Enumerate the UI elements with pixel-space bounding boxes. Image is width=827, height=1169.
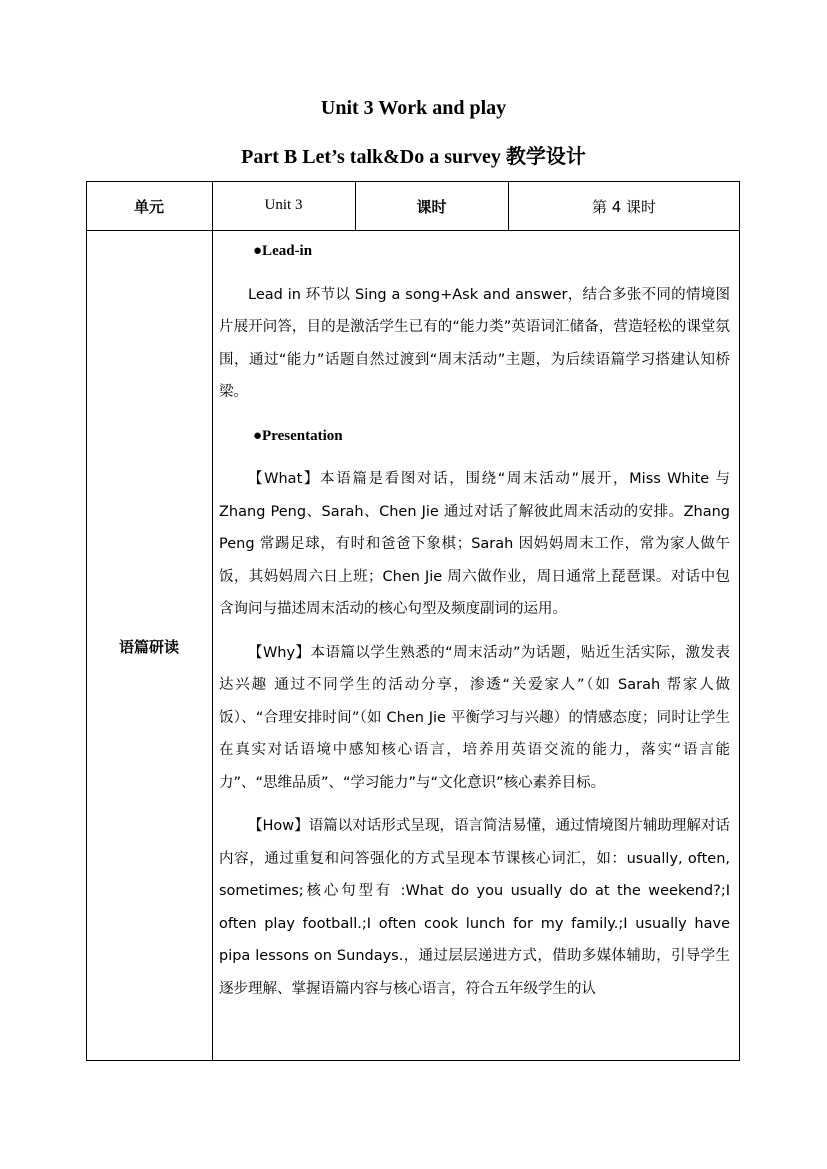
table-column-divider bbox=[212, 181, 213, 1061]
period-value: 第 4 课时 bbox=[591, 198, 657, 216]
period-label: 课时 bbox=[416, 198, 447, 216]
leadin-heading: ●Lead-in bbox=[253, 243, 313, 259]
document-title: Unit 3 Work and play bbox=[320, 97, 507, 119]
presentation-heading: ●Presentation bbox=[253, 427, 343, 444]
table-row-divider bbox=[86, 230, 740, 231]
unit-label: 单元 bbox=[133, 198, 164, 216]
what-paragraph: 【What】本语篇是看图对话，围绕“周末活动”展开，Miss White 与 Zhang Peng、Sarah、Chen Jie 通过对话了解彼此周末活动的安排。Zhang Peng 常踢足球，有时和爸爸下象棋；Sarah 因妈妈周末工作，常为家人做午饭，其妈妈周六日上班；Chen Jie 周六做作业，周日通常上琵琶课。对话中包含询问与描述周末活动的核心句型及频度副词的运用。 bbox=[219, 471, 730, 617]
row-label-text-study: 语篇研读 bbox=[118, 638, 179, 656]
why-paragraph: 【Why】本语篇以学生熟悉的“周末活动”为话题，贴近生活实际，激发表达兴趣 通过不同学生的活动分享，渗透“关爱家人”（如 Sarah 帮家人做饭）、“合理安排时间”（如 Chen Jie 平衡学习与兴趣）的情感态度；同时让学生在真实对话语境中感知核心语言，培养用英语交流的能力，落实“语言能力”、“思维品质”、“学习能力”与“文化意识”核心素养目标。 bbox=[219, 644, 730, 791]
unit-value: Unit 3 bbox=[264, 197, 303, 213]
how-paragraph: 【How】语篇以对话形式呈现，语言简洁易懂，通过情境图片辅助理解对话内容，通过重复和问答强化的方式呈现本节课核心词汇，如：usually, often, sometimes;核心句型有 :What do you usually do at the weekend?;I often play football.;I often cook lunch for my family.;I usually have pipa lessons on Sundays.，通过层层递进方式，借助多媒体辅助，引导学生逐步理解、掌握语篇内容与核心语言，符合五年级学生的认 bbox=[219, 818, 730, 997]
document-subtitle: Part B Let’s talk&Do a survey 教学设计 bbox=[241, 146, 586, 168]
leadin-paragraph: Lead in 环节以 Sing a song+Ask and answer，结合多张不同的情境图片展开问答，目的是激活学生已有的“能力类”英语词汇储备，营造轻松的课堂氛围，通过“能力”话题自然过渡到“周末活动”主题，为后续语篇学习搭建认知桥梁。 bbox=[219, 286, 730, 400]
text-study-content bbox=[219, 235, 730, 1005]
